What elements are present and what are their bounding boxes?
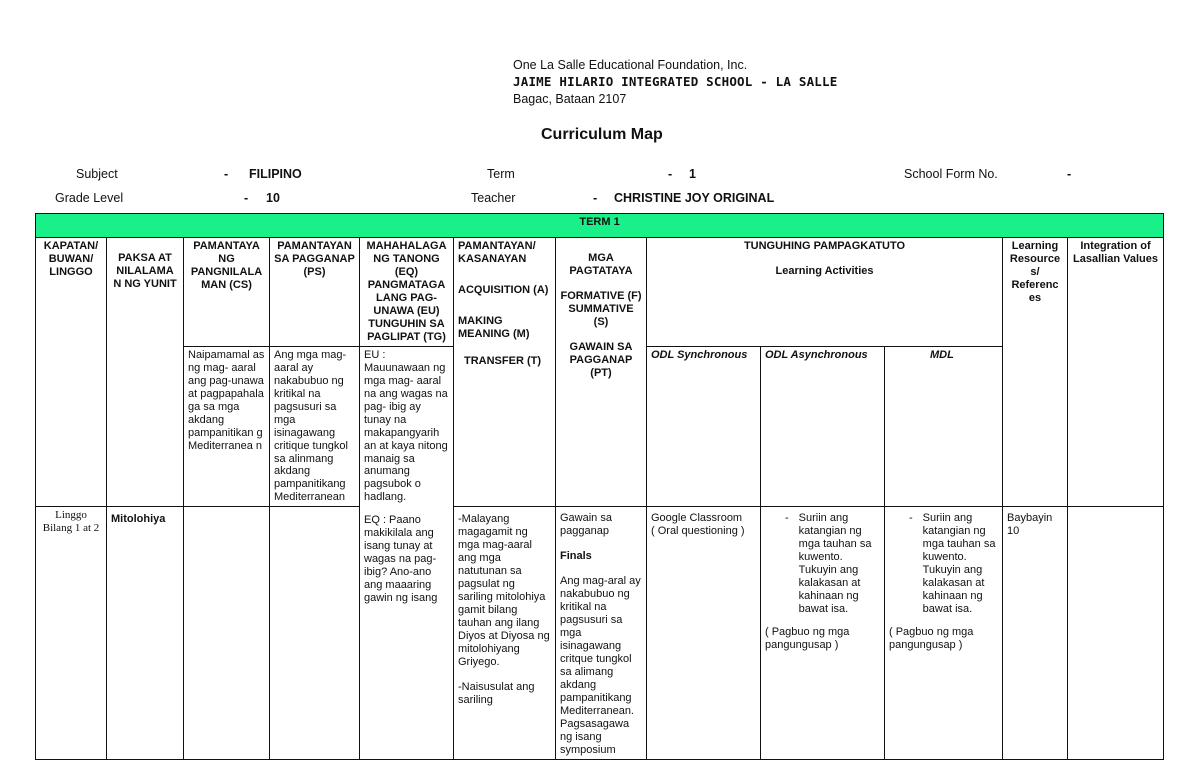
header-resources: Learning Resource s/ Referenc es bbox=[1003, 238, 1068, 507]
subject-dash: - bbox=[224, 167, 229, 181]
school-name: JAIME HILARIO INTEGRATED SCHOOL - LA SALLE bbox=[513, 74, 838, 89]
header-eq-eu-tg: MAHAHALAGA NG TANONG (EQ) PANGMATAGA LANG PAG- UNAWA (EU) TUNGUHIN SA PAGLIPAT (TG) bbox=[360, 238, 454, 347]
org-foundation-name: One La Salle Educational Foundation, Inc. bbox=[513, 58, 748, 72]
curriculum-map-table bbox=[35, 213, 1164, 760]
header-ps: PAMANTAYAN SA PAGGANAP (PS) bbox=[270, 238, 360, 347]
teacher-label: Teacher bbox=[471, 191, 516, 205]
mdl-cell bbox=[885, 507, 1003, 759]
header-gawain-pt: GAWAIN SA PAGGANAP (PT) bbox=[569, 340, 633, 379]
ps-empty-cell bbox=[270, 507, 360, 759]
header-formative-summative: FORMATIVE (F) SUMMATIVE (S) bbox=[560, 289, 642, 328]
term-header: TERM 1 bbox=[36, 214, 1164, 238]
sync-activity: ( Oral questioning ) bbox=[651, 525, 745, 538]
linggo-cell: Linggo Bilang 1 at 2 bbox=[36, 507, 107, 759]
school-form-label: School Form No. bbox=[904, 167, 998, 181]
async-bullet-dash: - bbox=[785, 512, 789, 525]
header-mdl: MDL bbox=[885, 346, 1003, 507]
header-lasallian: Integration of Lasallian Values bbox=[1068, 238, 1164, 507]
header-kasanayan-label: PAMANTAYAN/ KASANAYAN bbox=[458, 240, 536, 265]
async-note: ( Pagbuo ng mga pangungusap ) bbox=[765, 626, 850, 652]
cs-empty-cell bbox=[184, 507, 270, 759]
eq-eu-content bbox=[360, 346, 454, 759]
odl-async-cell bbox=[761, 507, 885, 759]
eq-content: EQ : Paano makikilala ang isang tunay at wagas na pag- ibig? Ano-ano ang maaaring gawin ng isang bbox=[364, 514, 438, 605]
mdl-bullet-dash: - bbox=[909, 512, 913, 525]
odl-sync-cell bbox=[647, 507, 761, 759]
header-odl-synchronous: ODL Synchronous bbox=[647, 346, 761, 507]
kasanayan-item-1: -Malayang magagamit ng mga mag-aaral ang mga natutunan sa pagsulat ng sariling mitolohiya gamit bilang tauhan ang ilang Diyos at Diyosa ng mitolohiyang Griyego. bbox=[458, 513, 550, 669]
subject-value: FILIPINO bbox=[249, 167, 302, 181]
kasanayan-item-2: -Naisusulat ang sariling bbox=[458, 681, 535, 706]
teacher-dash: - bbox=[593, 191, 598, 205]
grade-level-value: 10 bbox=[266, 191, 280, 205]
mdl-note: ( Pagbuo ng mga pangungusap ) bbox=[889, 626, 974, 652]
grade-level-dash: - bbox=[244, 191, 249, 205]
eu-content: EU : Mauunawaan ng mga mag- aaral na ang wagas na pag- ibig ay tunay na makapangyarih an at kaya nitong manaig sa anumang pagsubok o hadlang. bbox=[364, 348, 448, 504]
school-form-dash: - bbox=[1067, 167, 1072, 181]
header-acquisition: ACQUISITION (A) bbox=[458, 283, 549, 296]
header-making-meaning: MAKING MEANING (M) bbox=[458, 314, 530, 340]
header-kapatan: KAPATAN/ BUWAN/ LINGGO bbox=[36, 238, 107, 507]
async-activity: Suriin ang katangian ng mga tauhan sa kuwento. Tukuyin ang kalakasan at kahinaan ng bawat isa. bbox=[798, 512, 872, 616]
ps-content: Ang mga mag- aaral ay nakabubuo ng kritikal na pagsusuri sa mga isinagawang critique tungkol sa alinmang akdang pampanitikang Mediterranean bbox=[270, 346, 360, 507]
finals-label: Finals bbox=[560, 550, 592, 563]
header-cs: PAMANTAYA NG PANGNILALA MAN (CS) bbox=[184, 238, 270, 347]
mdl-activity: Suriin ang katangian ng mga tauhan sa kuwento. Tukuyin ang kalakasan at kahinaan ng bawat isa. bbox=[922, 512, 996, 616]
header-learning-activities: Learning Activities bbox=[775, 264, 874, 277]
paksa-cell: Mitolohiya bbox=[107, 507, 184, 759]
gawain-label: Gawain sa pagganap bbox=[560, 512, 612, 538]
gawain-content: Ang mag-aral ay nakabubuo ng kritikal na pagsusuri sa mga isinagawang critque tungkol sa alimang akdang pampanitikang Mediterranean. Pagsasagawa ng isang symposium bbox=[560, 575, 641, 756]
resources-cell: Baybayin 10 bbox=[1003, 507, 1068, 759]
cs-content: Naipamamal as ng mag- aaral ang pag-unawa at pagpapahala ga sa mga akdang pampanitikan g Mediterranea n bbox=[184, 346, 270, 507]
header-odl-asynchronous: ODL Asynchronous bbox=[761, 346, 885, 507]
pagtataya-cell bbox=[556, 507, 647, 759]
grade-level-label: Grade Level bbox=[55, 191, 124, 205]
term-dash: - bbox=[668, 167, 673, 181]
school-address: Bagac, Bataan 2107 bbox=[513, 92, 627, 106]
header-tunguhin-label: TUNGUHING PAMPAGKATUTO bbox=[743, 240, 906, 252]
header-pagtataya bbox=[556, 238, 647, 507]
header-tunguhin bbox=[647, 238, 1003, 347]
teacher-value: CHRISTINE JOY ORIGINAL bbox=[614, 191, 775, 205]
kasanayan-cell bbox=[454, 507, 556, 759]
page-title: Curriculum Map bbox=[541, 126, 663, 143]
header-pagtataya-label: MGA PAGTATAYA bbox=[569, 252, 633, 277]
term-value: 1 bbox=[689, 167, 696, 181]
term-label: Term bbox=[487, 167, 515, 181]
header-transfer: TRANSFER (T) bbox=[464, 354, 541, 367]
sync-platform: Google Classroom bbox=[651, 512, 743, 525]
lasallian-cell bbox=[1068, 507, 1164, 759]
header-kasanayan bbox=[454, 238, 556, 507]
header-paksa: PAKSA AT NILALAMA N NG YUNIT bbox=[107, 238, 184, 507]
subject-label: Subject bbox=[76, 167, 118, 181]
